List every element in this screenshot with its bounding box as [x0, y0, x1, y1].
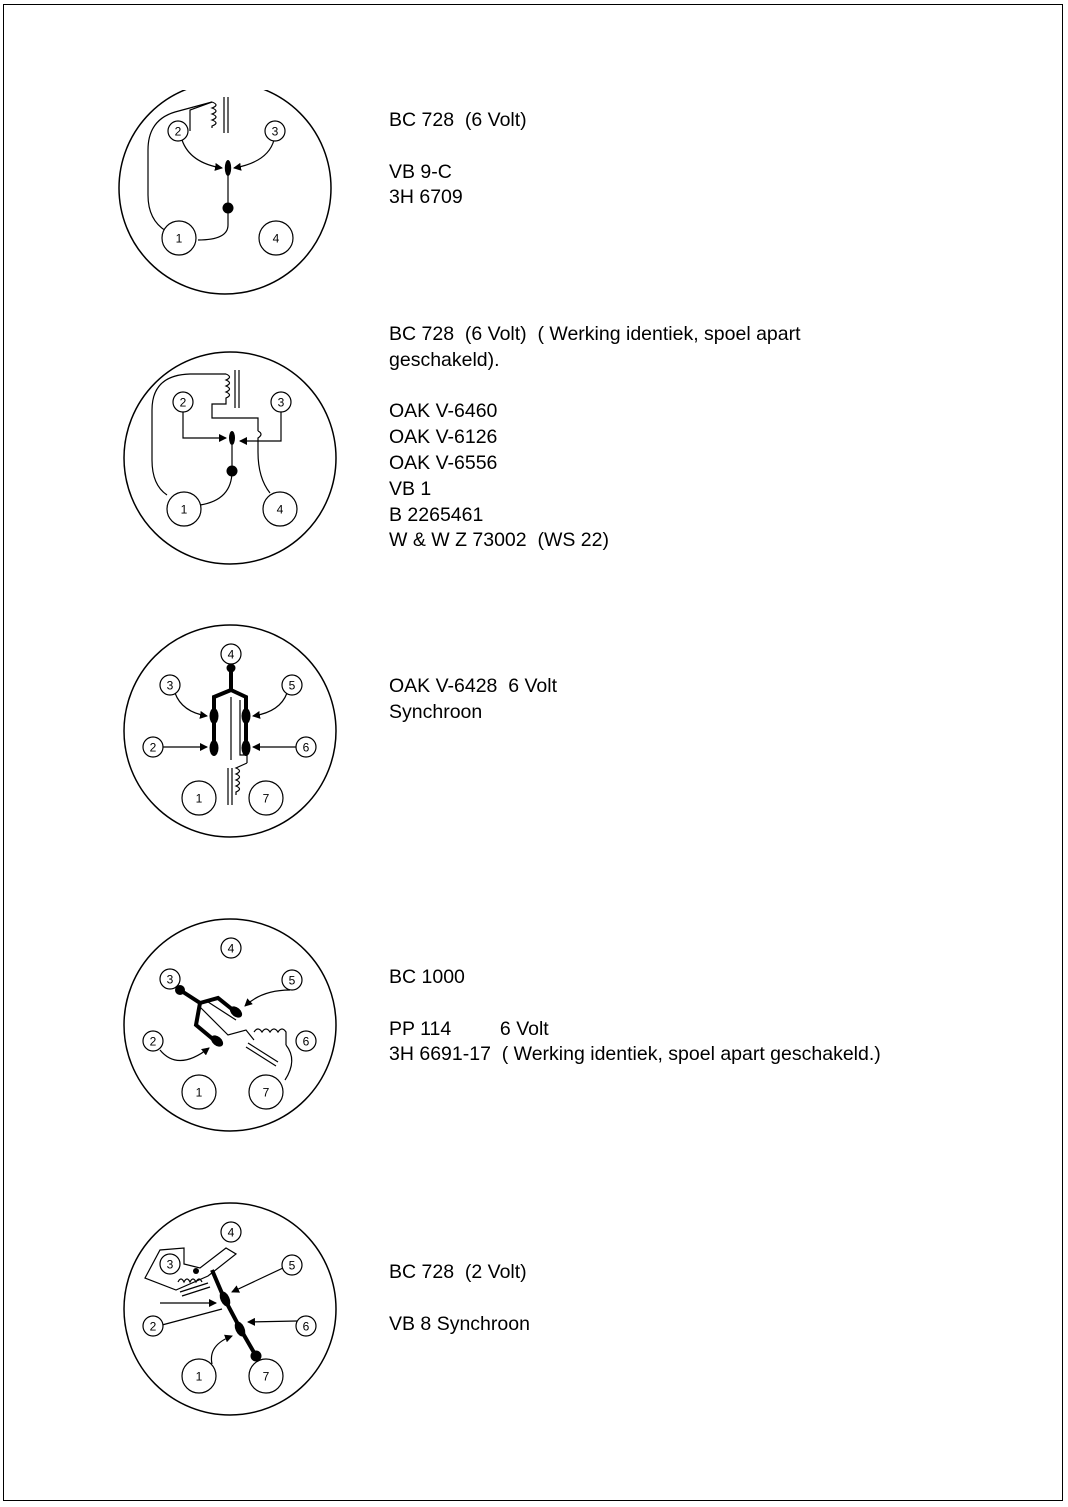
svg-text:5: 5 [288, 1258, 296, 1273]
pin-2 [143, 1316, 163, 1336]
type-line: B 2265461 [389, 503, 484, 526]
type-line: BC 728 (6 Volt) ( Werking identiek, spoel apart [389, 323, 801, 345]
svg-text:1: 1 [180, 502, 188, 517]
svg-text:4: 4 [227, 941, 235, 956]
svg-text:6: 6 [302, 1319, 310, 1334]
type-line: BC 1000 [389, 966, 465, 988]
svg-text:1: 1 [175, 231, 183, 246]
type-line: OAK V-6556 [389, 451, 498, 474]
type-line: 3H 6709 [389, 186, 463, 209]
type-line: BC 728 (2 Volt) [389, 1261, 527, 1283]
svg-text:4: 4 [227, 1225, 235, 1240]
pin-6 [296, 1031, 316, 1051]
pin-4 [259, 221, 293, 255]
vibrator-pinout-diagram-2 [115, 345, 355, 575]
vibrator-pinout-diagram-4 [115, 915, 355, 1140]
pin-2 [143, 1031, 163, 1051]
pin-7 [249, 1075, 283, 1109]
type-line: 3H 6691-17 ( Werking identiek, spoel apart geschakeld.) [389, 1043, 881, 1066]
svg-text:3: 3 [166, 1257, 174, 1272]
svg-text:4: 4 [272, 231, 280, 246]
pin-1 [182, 1075, 216, 1109]
type-line [389, 374, 801, 400]
reed-assembly [180, 990, 214, 1040]
pin-5 [282, 1255, 302, 1275]
type-line [389, 991, 881, 1017]
coil [254, 1029, 286, 1045]
coil [236, 763, 247, 795]
type-line: VB 1 [389, 477, 432, 500]
pin-3 [271, 392, 291, 412]
type-list-3 [389, 674, 557, 726]
svg-text:3: 3 [166, 972, 174, 987]
type-line: OAK V-6460 [389, 400, 498, 423]
type-line: W & W Z 73002 (WS 22) [389, 529, 609, 552]
pin-2 [173, 392, 193, 412]
pin-1 [162, 221, 196, 255]
type-line: VB 8 Synchroon [389, 1312, 530, 1335]
svg-text:4: 4 [276, 502, 284, 517]
type-list-1 [389, 108, 527, 211]
coil-core [248, 1043, 278, 1062]
pin-3 [160, 1254, 180, 1274]
type-list-2 [389, 322, 801, 554]
type-line: VB 9-C [389, 160, 452, 183]
svg-text:1: 1 [195, 791, 203, 806]
type-line: PP 114 6 Volt [389, 1017, 549, 1040]
pin-2 [168, 121, 188, 141]
vibrator-pinout-diagram-1 [110, 90, 350, 310]
type-list-5 [389, 1260, 530, 1337]
pin-3 [160, 969, 180, 989]
svg-text:2: 2 [179, 395, 187, 410]
pin-6 [296, 1316, 316, 1336]
pin-1 [182, 781, 216, 815]
reed-assembly [214, 664, 246, 755]
svg-text:4: 4 [227, 647, 235, 662]
svg-text:1: 1 [195, 1085, 203, 1100]
pin-2 [143, 737, 163, 757]
type-line: geschakeld). [389, 348, 500, 371]
pin-1 [182, 1359, 216, 1393]
pin-4 [221, 644, 241, 664]
pin-4 [221, 938, 241, 958]
svg-text:5: 5 [288, 678, 296, 693]
svg-text:3: 3 [271, 124, 279, 139]
pin-1 [167, 492, 201, 526]
pin-7 [249, 1359, 283, 1393]
socket-outline [119, 90, 331, 294]
pin-5 [282, 675, 302, 695]
svg-text:6: 6 [302, 740, 310, 755]
svg-text:7: 7 [262, 1369, 270, 1384]
contact [229, 431, 235, 445]
pin-5 [282, 970, 302, 990]
pin-6 [296, 737, 316, 757]
coil [212, 102, 216, 128]
type-line: OAK V-6428 6 Volt [389, 675, 558, 697]
type-line: OAK V-6126 [389, 426, 498, 449]
type-line [389, 1286, 530, 1312]
socket-outline [124, 352, 336, 564]
type-list-4 [389, 965, 881, 1068]
pin-3 [160, 675, 180, 695]
pin-7 [249, 781, 283, 815]
pin-3 [265, 121, 285, 141]
svg-text:7: 7 [262, 1085, 270, 1100]
svg-text:2: 2 [149, 1319, 157, 1334]
pin-4 [221, 1222, 241, 1242]
svg-text:6: 6 [302, 1034, 310, 1049]
type-line: Synchroon [389, 700, 483, 723]
type-line [389, 134, 527, 160]
svg-text:2: 2 [149, 1034, 157, 1049]
svg-text:1: 1 [195, 1369, 203, 1384]
vibrator-pinout-diagram-3 [115, 620, 355, 845]
svg-text:3: 3 [166, 678, 174, 693]
coil-core [180, 1283, 208, 1292]
vibrator-pinout-diagram-5 [115, 1198, 355, 1423]
pin-4 [263, 492, 297, 526]
svg-text:2: 2 [174, 124, 182, 139]
contact [225, 160, 231, 176]
type-line: BC 728 (6 Volt) [389, 109, 527, 131]
svg-text:5: 5 [288, 973, 296, 988]
svg-text:2: 2 [149, 740, 157, 755]
svg-text:3: 3 [277, 395, 285, 410]
svg-text:7: 7 [262, 791, 270, 806]
